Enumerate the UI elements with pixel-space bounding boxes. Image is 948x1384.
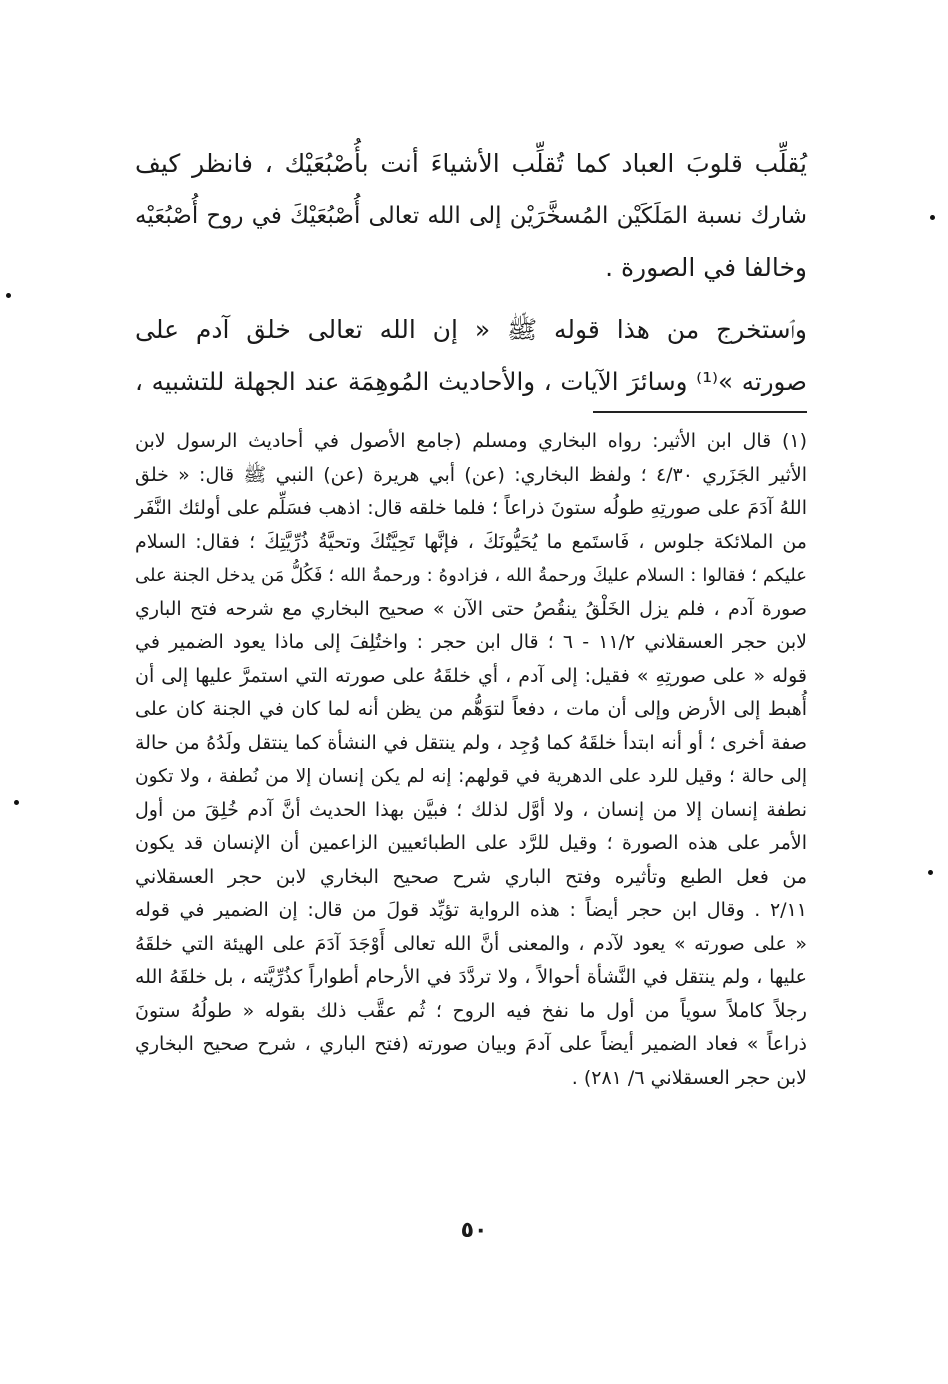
main-line: وخالفا في الصورة . — [605, 253, 807, 282]
footnote-line: من فعل الطبع وتأثيره وفتح الباري شرح صحيح البخاري لابن حجر العسقلاني — [135, 865, 807, 888]
footnote-line: نطفة إنسان إلا من إنسان ، ولا أوَّل لذلك ؛ فبيَّن بهذا الحديث أنَّ آدم خُلِقَ من أول — [135, 798, 807, 821]
margin-speck — [6, 293, 11, 298]
footnote-line: قوله « على صورتِهِ » فقيل: إلى آدم ، أي خلقَهُ على صورته التي استمرَّ عليها إلى أن — [135, 664, 807, 687]
footnote-line: إلى حالة ؛ وقيل للرد على الدهرية في قولهم: إنه لم يكن إنسان إلا من نُطفة ، ولا تكون — [135, 766, 807, 787]
footnote-line: الأثير الجَزَري ٤/٣٠ ؛ ولفظ البخاري: (عن) أبي هريرة (عن) النبي ﷺ قال: « خلق — [135, 463, 808, 486]
footnote-line: ذراعاً » فعاد الضمير أيضاً على آدمَ وبيان صورته (فتح الباري ، شرح صحيح البخاري — [135, 1033, 807, 1055]
footnote — [135, 425, 807, 1095]
footnote-line: (١) قال ابن الأثير: رواه البخاري ومسلم (جامع الأصول في أحاديث الرسول لابن — [135, 430, 807, 452]
footnote-line: الأمر على هذه الصورة ؛ وقيل للرَّد على الطبائعيين الزاعمين أن الإنسان قد يكون — [135, 832, 807, 854]
footnote-line: اللهُ آدَمَ على صورتِهِ طولُه ستونَ ذراعاً ؛ فلما خلقه قال: اذهب فسَلِّم على أولئك النَّفَر — [135, 497, 807, 519]
footnote-line: رجلاً كاملاً سوياً من أول ما نفخ فيه الروح ؛ ثُم عقَّب ذلك بقوله « طولُهُ ستونَ — [135, 999, 807, 1022]
margin-speck — [14, 800, 19, 805]
footnote-separator — [593, 411, 807, 413]
margin-speck — [930, 215, 935, 220]
main-line: صورته »⁽¹⁾ وسائرَ الآيات ، والأحاديث المُوهِمَة عند الجهلة للتشبيه ، — [135, 367, 807, 396]
footnote-line: « على صورته » يعود لآدم ، والمعنى أنَّ الله تعالى أَوْجَدَ آدَمَ على الهيئة التي خلقَهُ — [135, 932, 807, 955]
footnote-line: صفة أخرى ؛ أو أنه ابتدأ خلقَهُ كما وُجِد ، ولم ينتقل في النشأة كما ينتقل ولَدُهُ من حالة — [135, 731, 807, 754]
footnote-line: أُهبط إلى الأرض وإلى أن مات ، دفعاً لتوَهُّم من يظن أنه لما كان في الجنة كان على — [135, 698, 807, 720]
footnote-line: من الملائكة جلوس ، فَاستَمع ما يُحَيُّونَكَ ، فإنَّها تَحِيَّتُكَ وتحيَّةُ ذُرِّيَّتِكَ ؛ فقال: السلام — [135, 530, 807, 553]
page-number: ٥٠ — [460, 1218, 488, 1243]
main-line: يُقلِّب قلوبَ العباد كما تُقلِّب الأشياءَ أنت بأُصْبُعَيْك ، فانظر كيف — [135, 149, 807, 178]
footnote-line: ٢/١١ . وقال ابن حجر أيضاً : هذه الرواية تؤيِّد قولَ من قال: إن الضمير في قوله — [135, 899, 807, 921]
footnote-line: لابن حجر العسقلاني ١١/٢ - ٦ ؛ قال ابن حجر : واختُلِفَ إلى ماذا يعود الضمير في — [135, 631, 807, 653]
footnote-line: عليها ، ولم ينتقل في النَّشأة أحوالاً ، ولا تردَّدَ في الأرحام أطواراً كذُرِّيَّته ، بل خلقَهُ الله — [135, 966, 807, 988]
margin-speck — [928, 870, 933, 875]
paragraph-gap — [135, 294, 807, 304]
footnote-line: عليكم ؛ فقالوا : السلام عليكَ ورحمةُ الله ، فزادوهُ : ورحمةُ الله ؛ فَكُلُّ مَن يدخل الجنة على — [135, 565, 807, 586]
main-text — [135, 138, 807, 408]
main-line: شارك نسبة المَلَكَيْن المُسخَّرَيْن إلى الله تعالى أُصْبُعَيْكَ في روح أُصْبُعَيْه — [135, 203, 807, 229]
footnote-line: صورة آدم ، فلم يزل الخَلْقُ ينقُصُ حتى الآن » صحيح البخاري مع شرحه فتح الباري — [135, 597, 807, 620]
footnote-line: لابن حجر العسقلاني ٦/ ٢٨١) . — [571, 1066, 807, 1089]
main-line: وٱستخرج من هذا قوله ﷺ « إن الله تعالى خلق آدم على — [135, 315, 807, 344]
